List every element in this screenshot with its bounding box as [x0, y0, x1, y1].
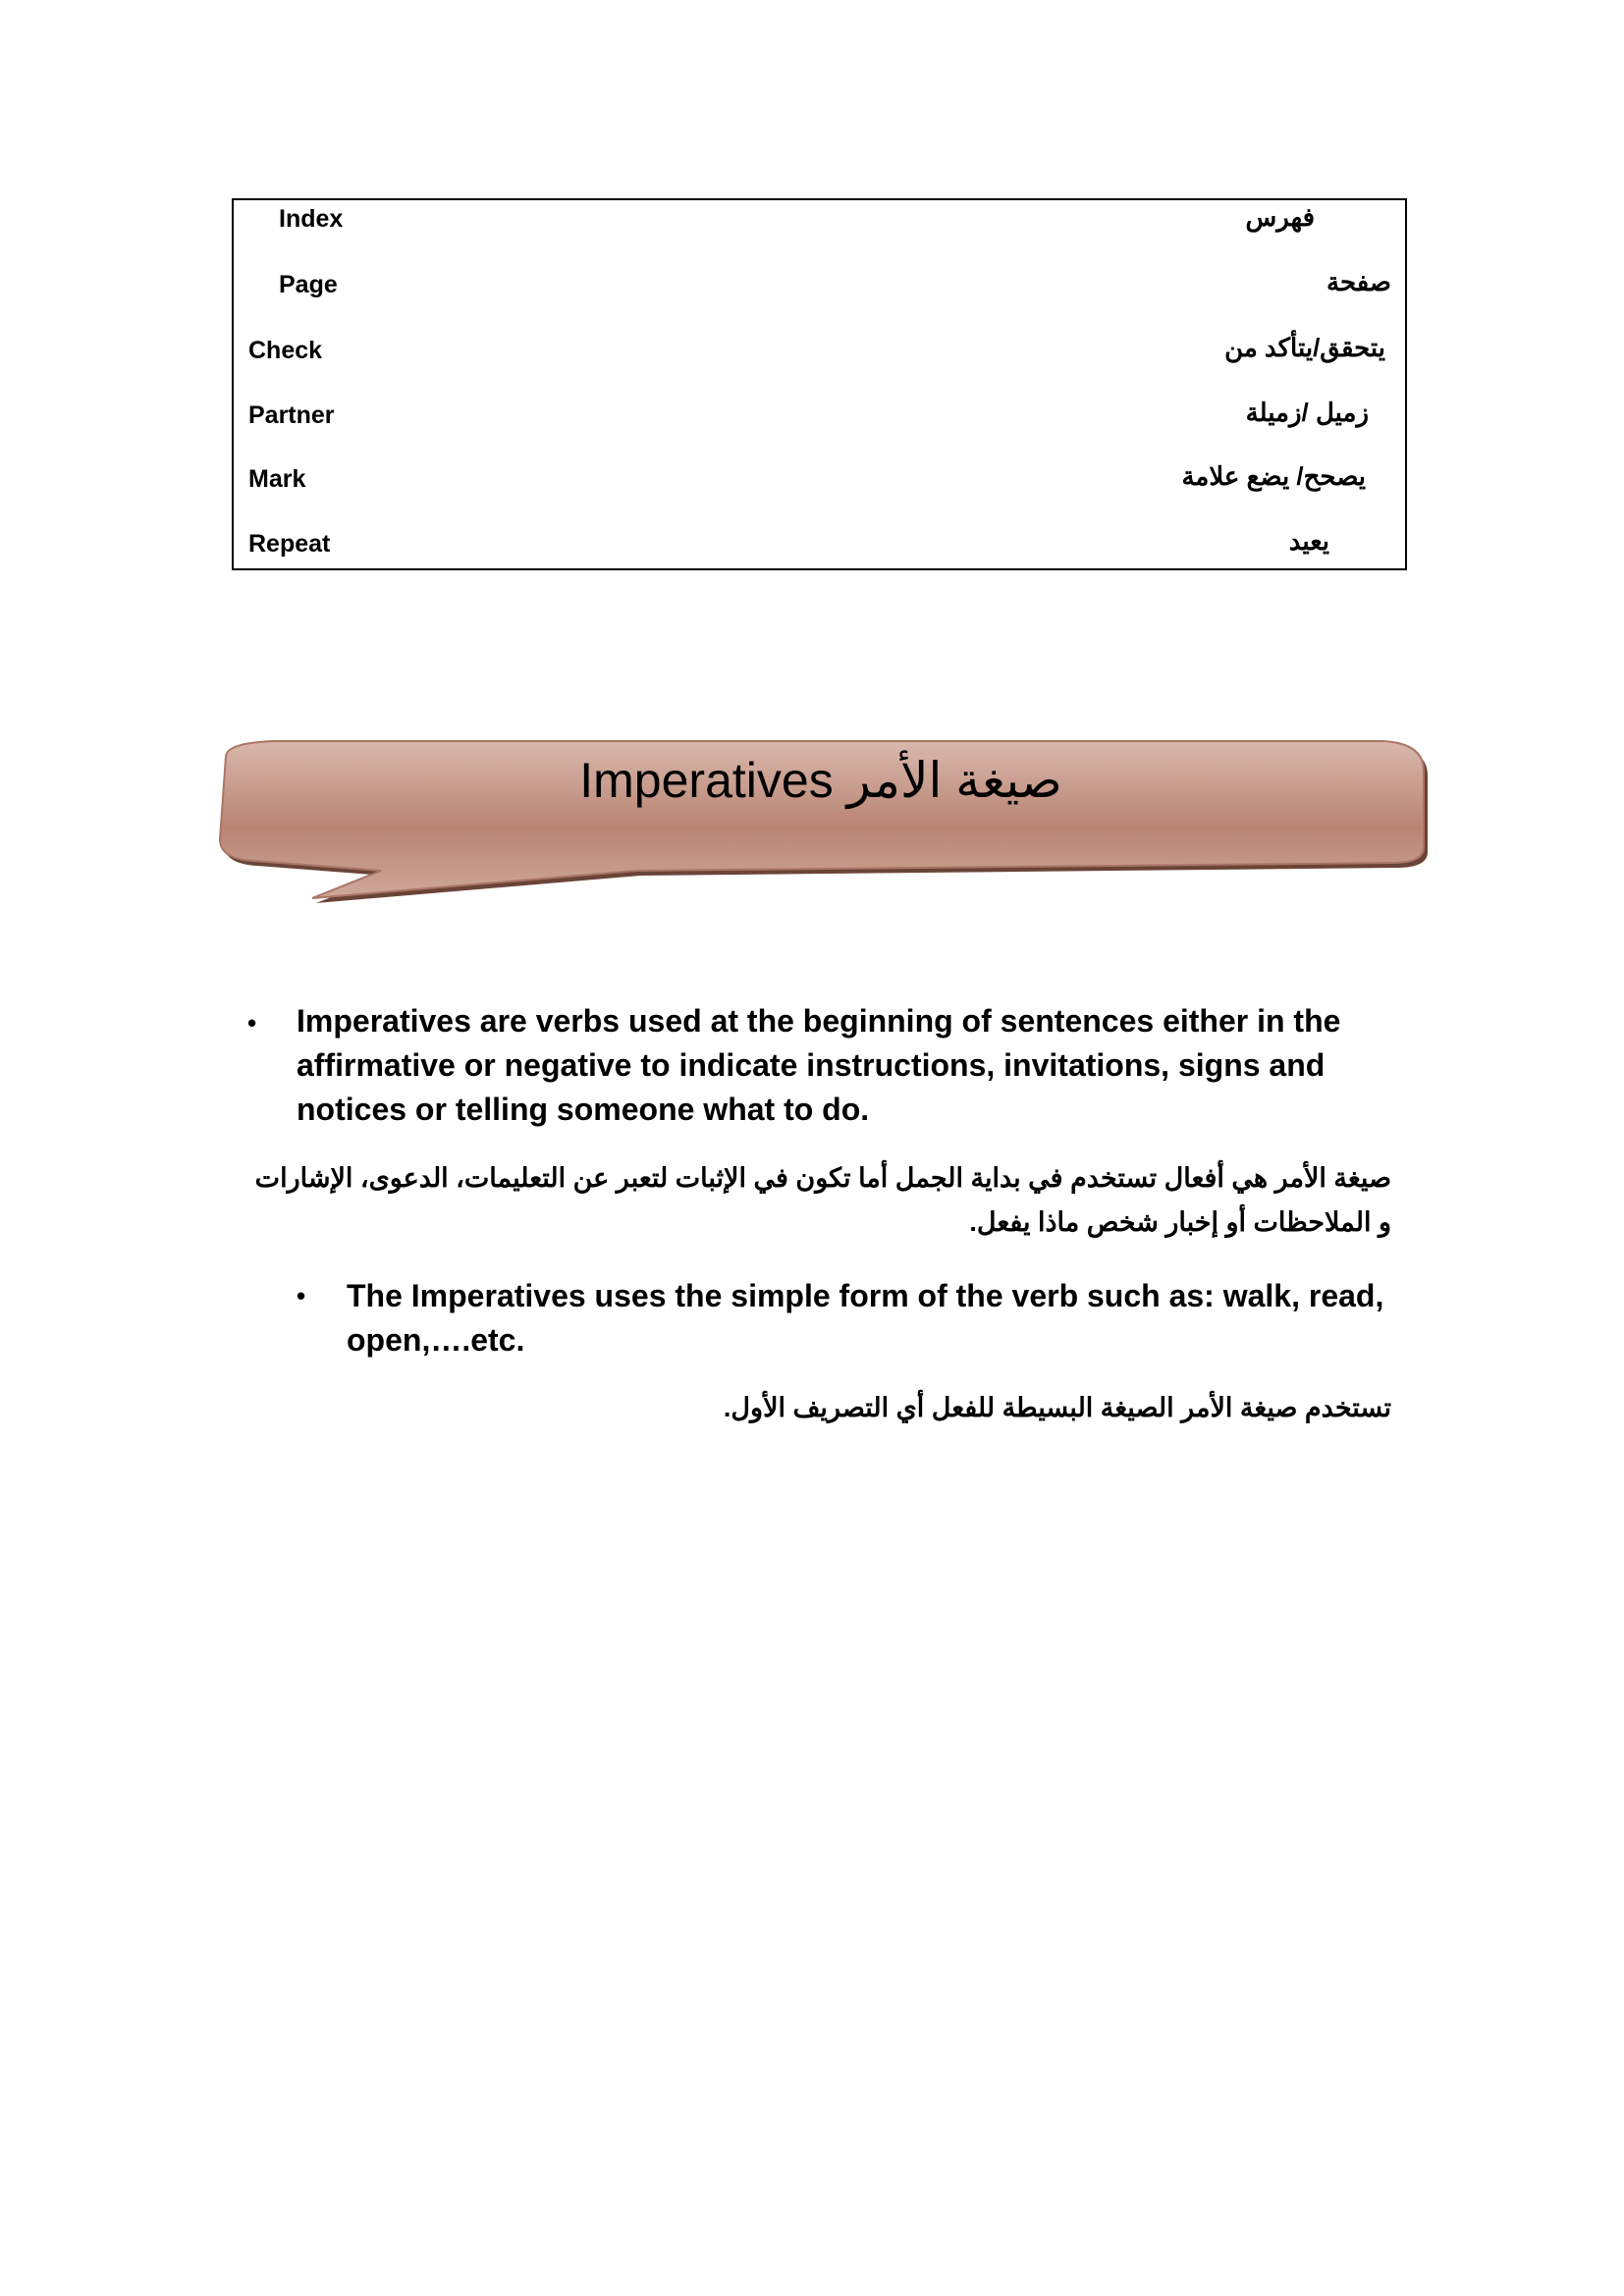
banner-title: Imperatives صيغة الأمر [579, 753, 1062, 808]
glossary-ar-repeat: يعيد [1288, 526, 1329, 556]
glossary-en-check: Check [248, 337, 323, 364]
glossary-en-partner: Partner [248, 401, 335, 429]
glossary-ar-index: فهرس [1245, 202, 1315, 232]
glossary-en-page: Page [279, 271, 338, 298]
glossary-ar-page: صفحة [1326, 267, 1391, 296]
glossary-ar-check: يتحقق/يتأكد من [1224, 333, 1385, 362]
bullet-2-marker: • [297, 1281, 306, 1310]
glossary-en-index: Index [279, 205, 344, 233]
bullet-1-arabic: صيغة الأمر هي أفعال تستخدم في بداية الجمل أما تكون في الإثبات لتعبر عن التعليمات، الدعوى، الإشارات و الملاحظات أو إخبار شخص ماذا يفعل. [254, 1163, 1391, 1237]
glossary-table [232, 198, 1407, 570]
glossary-en-mark: Mark [248, 465, 306, 493]
bullet-2-text: The Imperatives uses the simple form of the verb such as: walk, read, open,….etc. [347, 1278, 1384, 1358]
bullet-1-marker: • [247, 1008, 257, 1038]
bullet-2-arabic: تستخدم صيغة الأمر الصيغة البسيطة للفعل أي التصريف الأول. [723, 1393, 1391, 1422]
bullet-1-text: Imperatives are verbs used at the beginning of sentences either in the affirmative or negative to indicate instructions, invitations, signs and notices or telling someone what to do. [297, 1003, 1341, 1127]
glossary-en-repeat: Repeat [248, 530, 331, 558]
glossary-ar-partner: زميل /زميلة [1245, 398, 1369, 427]
glossary-ar-mark: يصحح/ يضع علامة [1181, 461, 1366, 491]
